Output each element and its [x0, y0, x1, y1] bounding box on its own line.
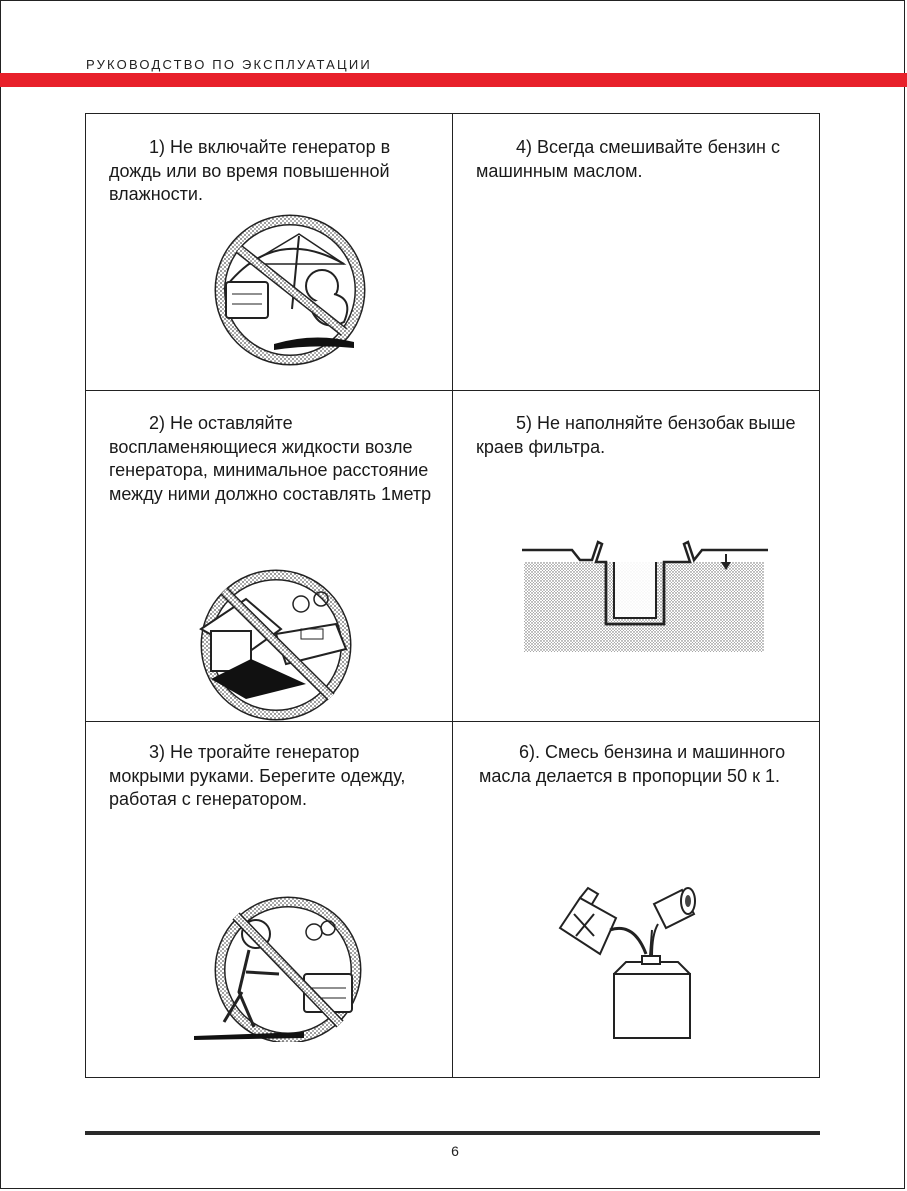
grid-row-divider-1 — [86, 390, 819, 391]
grid-row-divider-2 — [86, 721, 819, 722]
grid-vertical-divider — [452, 114, 453, 1077]
no-wet-hands-icon — [194, 892, 376, 1042]
manual-header-title: РУКОВОДСТВО ПО ЭКСПЛУАТАЦИИ — [86, 57, 372, 72]
no-generator-in-rain-icon — [204, 214, 382, 366]
header-red-band — [0, 73, 907, 87]
instruction-3-text: 3) Не трогайте генератор мокрыми руками. Берегите одежду, работая с генератором. — [109, 742, 406, 809]
instruction-4-text: 4) Всегда смешивайте бензин с машинным маслом. — [476, 137, 780, 181]
no-flammables-near-generator-icon — [186, 569, 366, 721]
footer-rule — [85, 1131, 820, 1135]
instruction-1-text: 1) Не включайте генератор в дождь или во время повышенной влажности. — [109, 137, 391, 204]
fuel-filter-level-icon — [522, 532, 770, 656]
instruction-5-text: 5) Не наполняйте бензобак выше краев фильтра. — [476, 413, 796, 457]
fuel-oil-mixing-icon — [554, 884, 704, 1044]
page-number: 6 — [451, 1143, 459, 1159]
instruction-2-text: 2) Не оставляйте воспламеняющиеся жидкости возле генератора, минимальное расстояние между ними должно составлять 1метр — [109, 413, 432, 504]
instruction-6-text: 6). Смесь бензина и машинного масла делается в пропорции 50 к 1. — [479, 742, 786, 786]
instruction-grid — [85, 113, 820, 1078]
